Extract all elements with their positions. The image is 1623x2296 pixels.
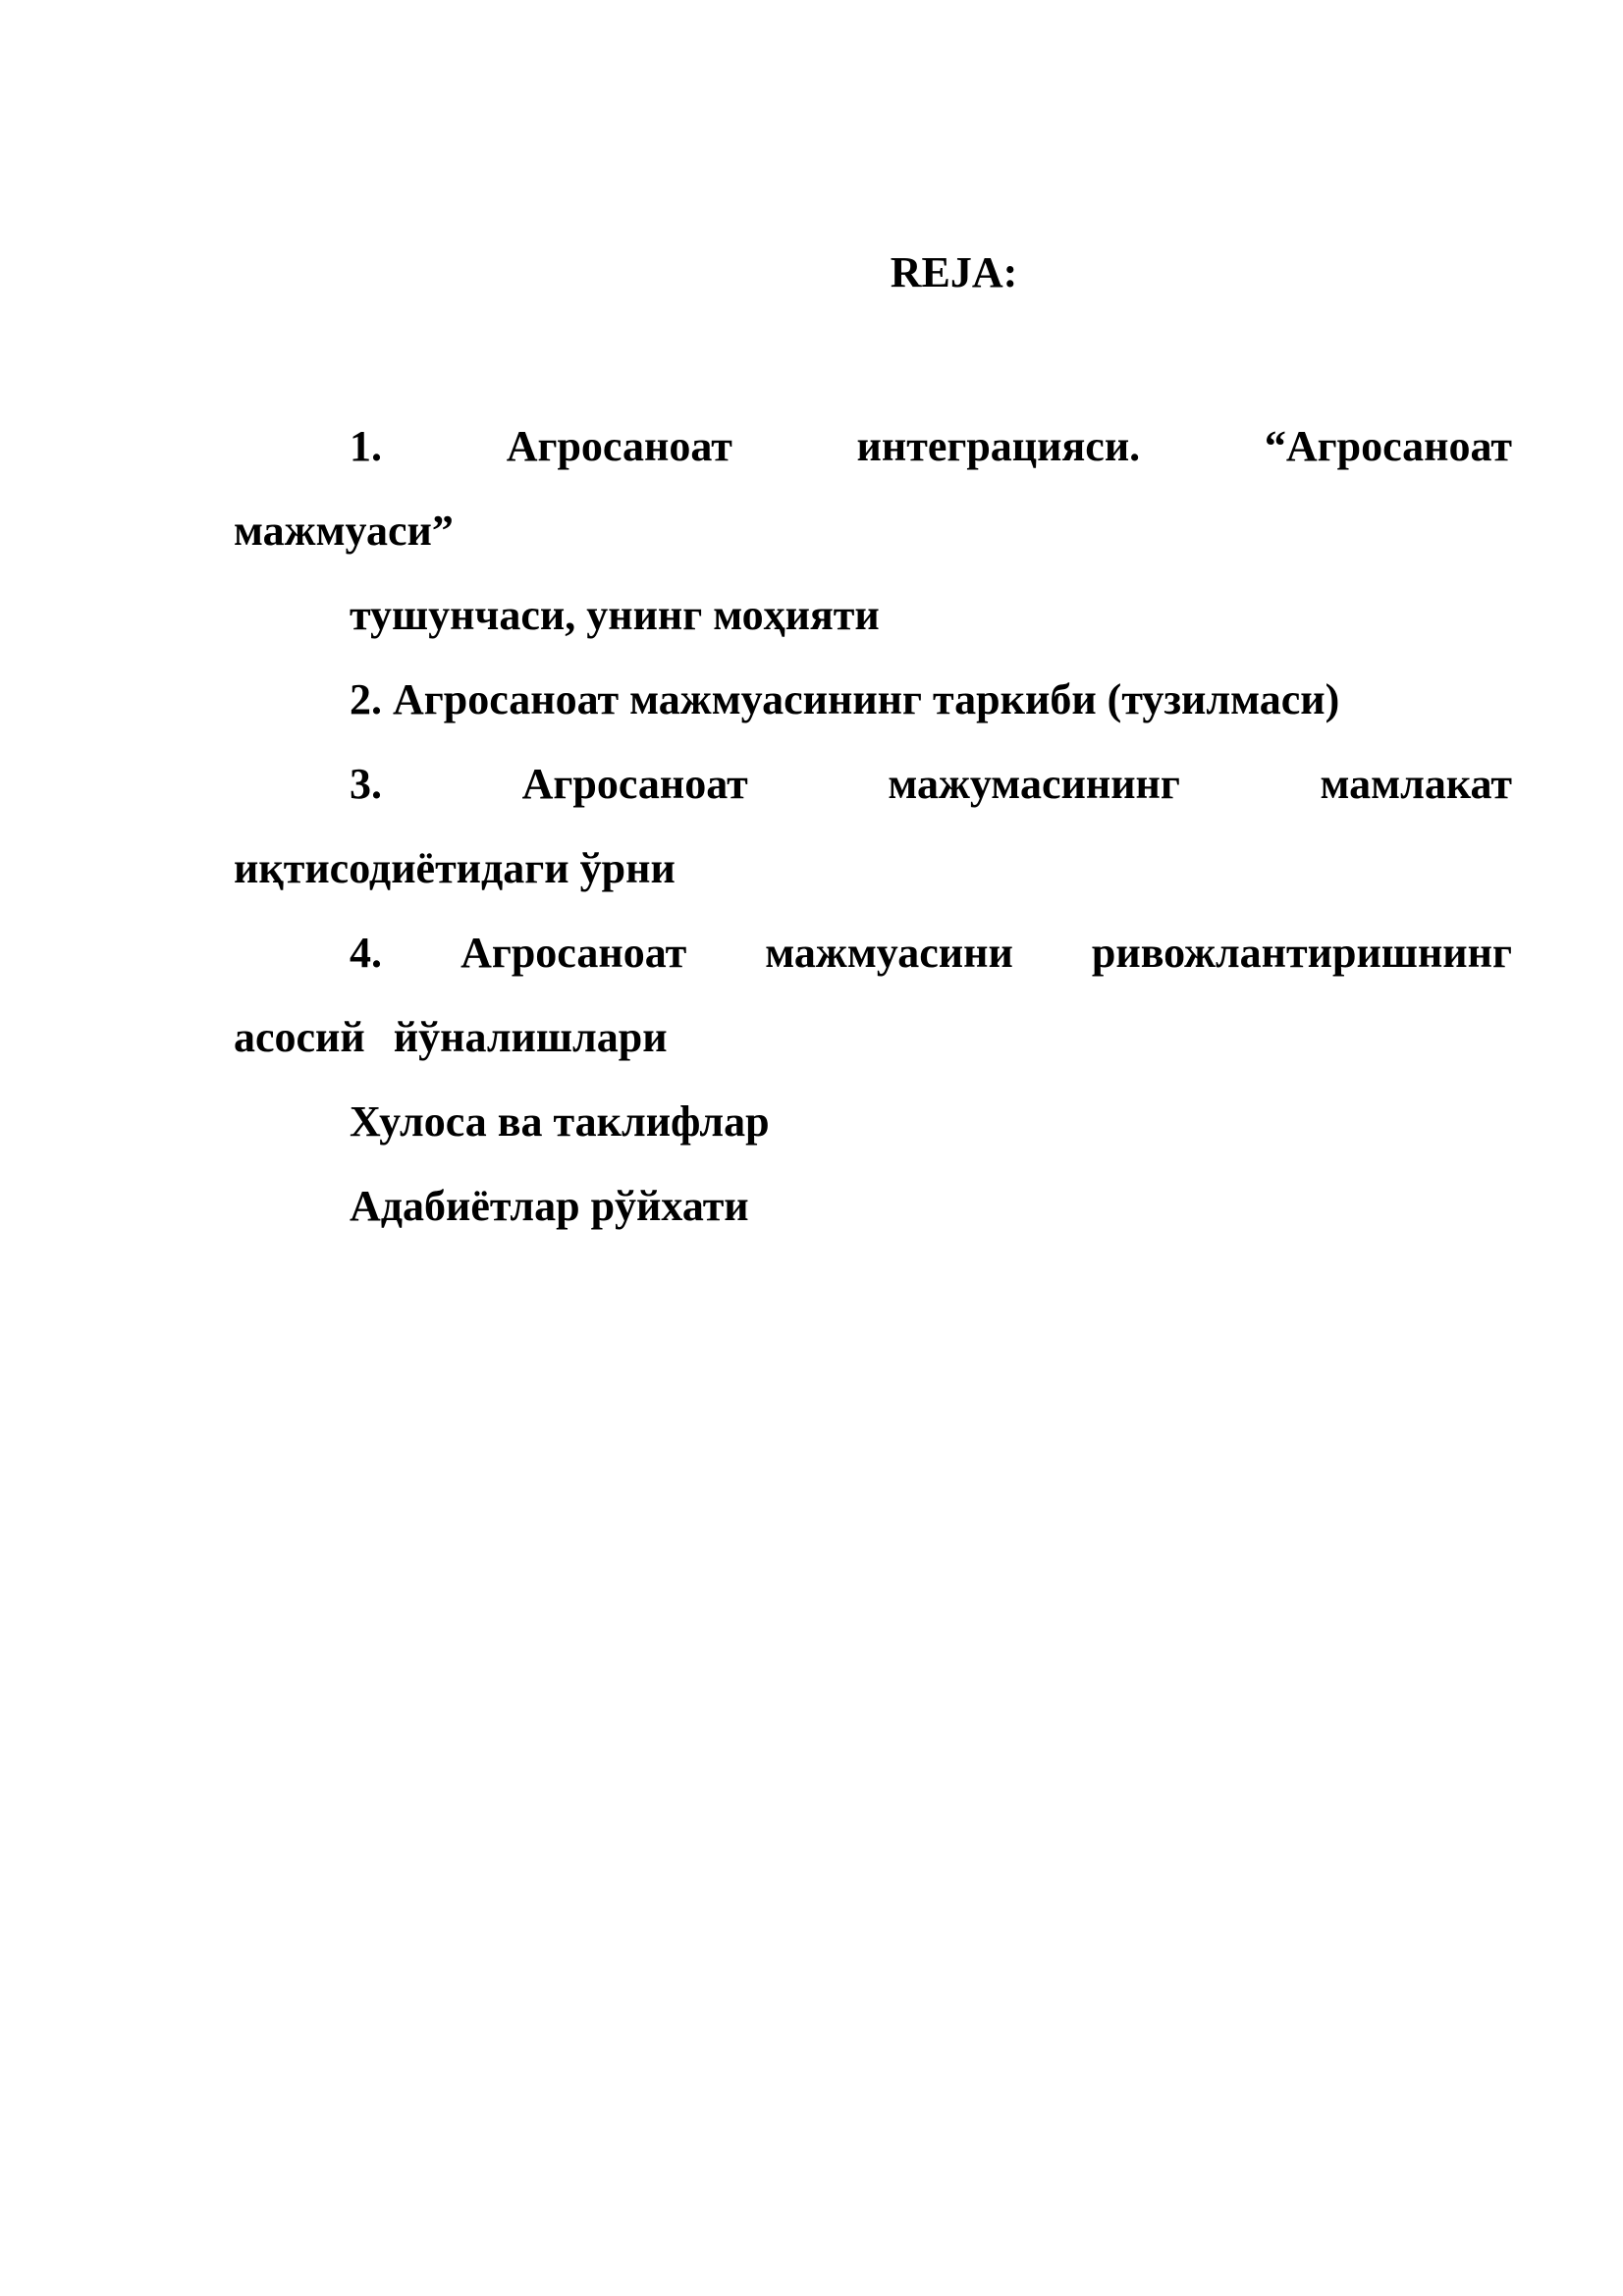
plan-item-3-word: мажумасининг (888, 760, 1180, 808)
plan-item-4-line-2 (234, 995, 1512, 1080)
plan-item-conclusion: Хулоса ва таклифлар (350, 1097, 770, 1146)
plan-item-references: Адабиётлар рўйхати (350, 1182, 749, 1230)
plan-list (234, 404, 1512, 1249)
plan-item-1-word: интеграцияси. (856, 422, 1141, 470)
plan-item-3-number: 3. (350, 760, 382, 808)
plan-item-4-line-1 (234, 911, 1512, 995)
plan-item-4-word: Агросаноат (460, 929, 687, 977)
plan-item-3-word: Агросаноат (521, 760, 748, 808)
page-title: REJA: (890, 248, 1018, 296)
plan-item-3-word: мамлакат (1320, 760, 1512, 808)
plan-item-1-number: 1. (350, 422, 382, 470)
plan-item-2: 2. Агросаноат мажмуасининг таркиби (тузилмаси) (350, 675, 1340, 723)
plan-item-1-line-3: тушунчаси, унинг моҳияти (350, 591, 880, 639)
plan-item-4-word: асосий (234, 1013, 365, 1061)
plan-item-3-line-1 (234, 742, 1512, 827)
plan-item-4-word: мажмуасини (765, 929, 1013, 977)
plan-item-1-word: Агросаноат (506, 422, 732, 470)
plan-item-1-line-2: мажмуаси” (234, 507, 454, 555)
plan-item-4-number: 4. (350, 929, 382, 977)
plan-item-4-word: ривожлантиришнинг (1091, 929, 1512, 977)
plan-item-4-word: йўналишлари (393, 1013, 668, 1061)
plan-item-3-line-2: иқтисодиётидаги ўрни (234, 844, 676, 892)
plan-item-1-word: “Агросаноат (1264, 422, 1512, 470)
plan-item-1-line-1 (234, 404, 1512, 489)
